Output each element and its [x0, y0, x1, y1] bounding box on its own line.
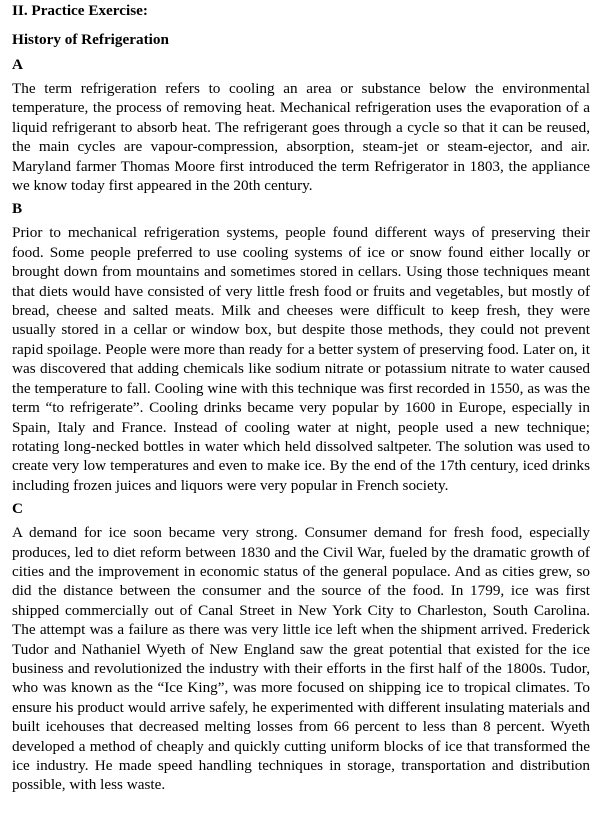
section-b-paragraph: Prior to mechanical refrigeration systems, people found different ways of preserving their food. Some people preferred to use cooling systems of ice or snow found either locally or brought down from mountains and sometimes stored in cellars. Using those techniques meant that diets would have consisted of very little fresh food or fruits and vegetables, but mostly of bread, cheese and salted meats. Milk and cheeses were difficult to keep fresh, they were usually stored in a cellar or window box, but despite those methods, they could not prevent rapid spoilage. People were more than ready for a better system of preserving food. Later on, it was discovered that adding chemicals like sodium nitrate or potassium nitrate to water caused the temperature to fall. Cooling wine with this technique was first recorded in 1550, as was the term “to refrigerate”. Cooling drinks became very popular by 1600 in Europe, especially in Spain, Italy and France. Instead of cooling water at night, people used a new technique; rotating long-necked bottles in water which held dissolved saltpeter. The solution was used to create very low temperatures and even to make ice. By the end of the 17th century, iced drinks including frozen juices and liquors were very popular in French society.	[12, 224, 590, 494]
section-a-paragraph: The term refrigeration refers to cooling an area or substance below the environmental temperature, the process of removing heat. Mechanical refrigeration uses the evaporation of a liquid refrigerant to absorb heat. The refrigerant goes through a cycle so that it can be reused, the main cycles are vapour-compression, absorption, steam-jet or steam-ejector, and air. Maryland farmer Thomas Moore first introduced the term Refrigerator in 1803, the appliance we know today first appeared in the 20th century.	[12, 80, 590, 195]
section-b-letter: B	[12, 200, 23, 218]
section-c-letter: C	[12, 500, 23, 518]
section-a-letter: A	[12, 56, 23, 73]
document-title: History of Refrigeration	[12, 31, 169, 48]
section-c-paragraph: A demand for ice soon became very strong. Consumer demand for fresh food, especially produces, led to diet reform between 1830 and the Civil War, fueled by the dramatic growth of cities and the improvement in economic status of the general populace. And as cities grew, so did the distance between the consumer and the source of the food. In 1799, ice was first shipped commercially out of Canal Street in New York City to Charleston, South Carolina. The attempt was a failure as there was very little ice left when the shipment arrived. Frederick Tudor and Nathaniel Wyeth of New England saw the great potential that existed for the ice business and revolutionized the industry with their efforts in the first half of the 1800s. Tudor, who was known as the “Ice King”, was more focused on shipping ice to tropical climates. To ensure his product would arrive safely, he experimented with different insulating materials and built icehouses that decreased melting losses from 66 percent to less than 8 percent. Wyeth developed a method of cheaply and quickly cutting uniform blocks of ice that transformed the ice industry. He made speed handling techniques in storage, transportation and distribution possible, with less waste.	[12, 524, 590, 794]
exercise-heading: II. Practice Exercise:	[12, 2, 148, 19]
